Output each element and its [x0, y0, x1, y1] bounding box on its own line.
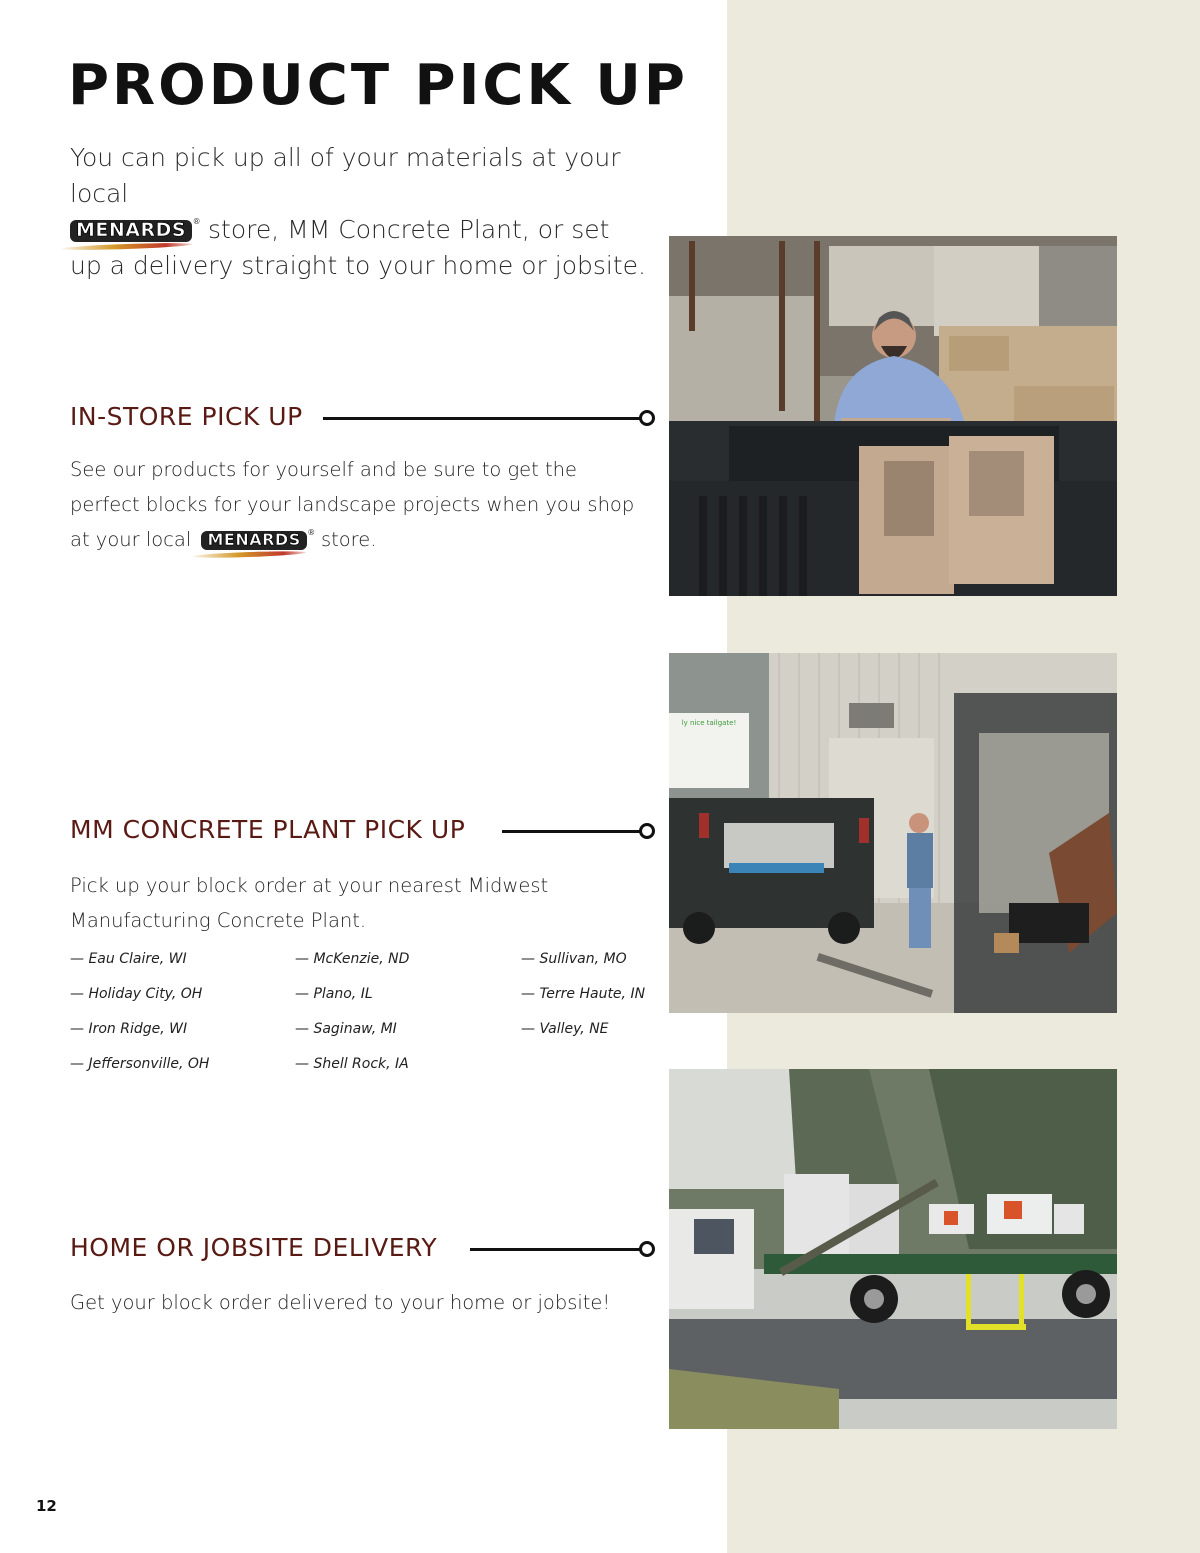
location-item: — Eau Claire, WI	[70, 951, 187, 967]
connector-dot-icon	[639, 410, 655, 426]
menards-logo	[201, 528, 316, 550]
body-line: See our products for yourself and be sure to get the	[70, 458, 578, 481]
photo-home-or-jobsite-delivery	[669, 1069, 1117, 1429]
body-line: Pick up your block order at your nearest Midwest	[70, 874, 549, 897]
heading-mm-concrete-plant-pick-up: MM CONCRETE PLANT PICK UP	[70, 815, 466, 844]
registered-mark: ®	[307, 528, 316, 537]
location-item: — Valley, NE	[521, 1021, 609, 1037]
section-heading-delivery	[70, 1235, 437, 1260]
body-line: Manufacturing Concrete Plant.	[70, 909, 367, 932]
menards-logo	[70, 217, 202, 242]
menards-logo-text: MENARDS	[207, 530, 301, 549]
body-text: store.	[320, 528, 377, 551]
connector-line	[323, 417, 641, 420]
plant-locations-list	[70, 948, 670, 1075]
connector-line	[470, 1248, 641, 1251]
intro-line-3: up a delivery straight to your home or jobsite.	[70, 251, 646, 280]
body-text: at your local	[70, 528, 192, 551]
body-line: perfect blocks for your landscape projects when you shop	[70, 493, 635, 516]
section-body-concrete-plant	[70, 868, 660, 938]
location-item: — McKenzie, ND	[295, 951, 410, 967]
location-item: — Plano, IL	[295, 986, 373, 1002]
section-body-in-store	[70, 452, 660, 557]
location-item: — Shell Rock, IA	[295, 1056, 409, 1072]
intro-line-2-text: store, MM Concrete Plant, or set	[208, 215, 610, 244]
intro-line-1: You can pick up all of your materials at your local	[70, 143, 621, 208]
page-title: PRODUCT PICK UP	[68, 53, 688, 118]
photo-in-store-pick-up	[669, 236, 1117, 596]
menards-logo-text: MENARDS	[76, 219, 187, 241]
heading-home-or-jobsite-delivery: HOME OR JOBSITE DELIVERY	[70, 1233, 438, 1262]
registered-mark: ®	[192, 217, 202, 226]
location-item: — Holiday City, OH	[70, 986, 203, 1002]
intro-paragraph	[70, 140, 670, 284]
intro-line-2	[70, 212, 670, 248]
location-item: — Jeffersonville, OH	[70, 1056, 210, 1072]
location-item: — Iron Ridge, WI	[70, 1021, 188, 1037]
delivery-truck-photo-illustration	[669, 1069, 1117, 1429]
section-heading-concrete-plant	[70, 817, 465, 842]
menards-swoosh-icon	[193, 550, 306, 559]
location-item: — Saginaw, MI	[295, 1021, 397, 1037]
section-body-delivery	[70, 1285, 660, 1320]
plant-photo-illustration	[669, 653, 1117, 1013]
body-line	[70, 522, 660, 557]
page-number: 12	[36, 1497, 57, 1515]
location-item: — Terre Haute, IN	[521, 986, 646, 1002]
photo-concrete-plant-pick-up	[669, 653, 1117, 1013]
warehouse-photo-illustration	[669, 236, 1117, 596]
location-item: — Sullivan, MO	[521, 951, 627, 967]
section-heading-in-store	[70, 404, 303, 429]
body-line: Get your block order delivered to your home or jobsite!	[70, 1291, 611, 1314]
svg-text:ly nice tailgate!: ly nice tailgate!	[681, 719, 737, 727]
connector-line	[502, 830, 641, 833]
heading-in-store-pick-up: IN-STORE PICK UP	[70, 402, 303, 431]
connector-dot-icon	[639, 1241, 655, 1257]
connector-dot-icon	[639, 823, 655, 839]
